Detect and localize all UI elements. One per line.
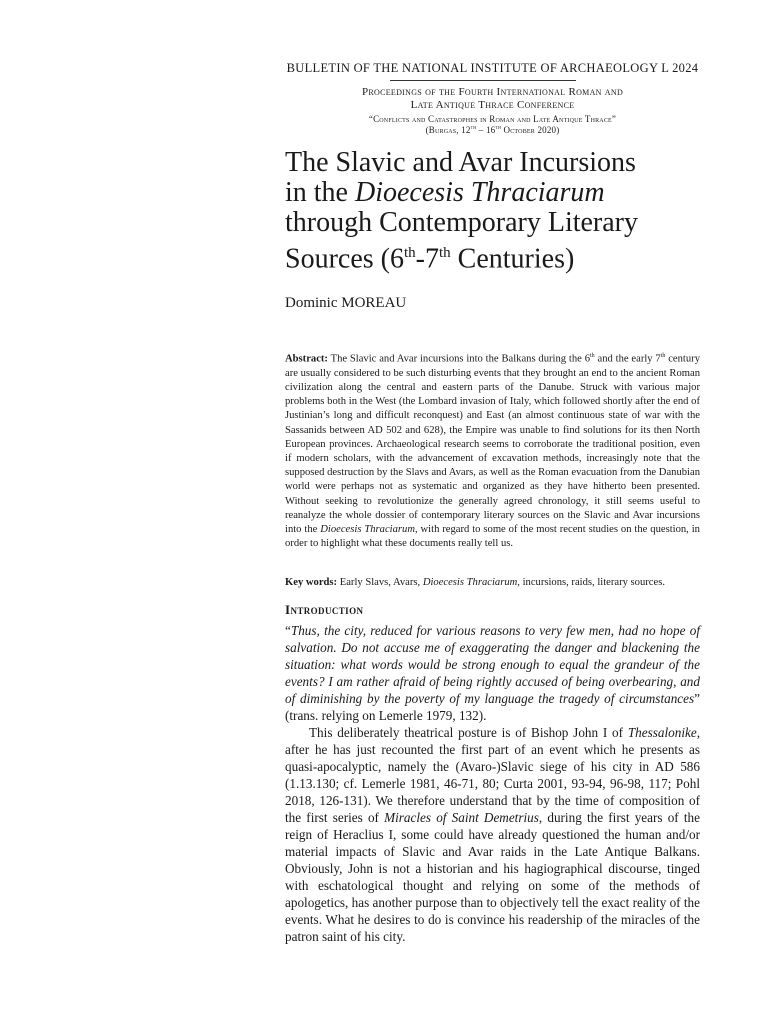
journal-header: BULLETIN OF THE NATIONAL INSTITUTE OF ARCHAEOLOGY L 2024 bbox=[286, 61, 699, 75]
intro-paragraph: This deliberately theatrical posture is of Bishop John I of Thessalonike, after he has just recounted the first part of an event which he presents as quasi-apocalyptic, namely the (Avaro-)Slavic siege of his city in AD 586 (1.13.130; cf. Lemerle 1981, 46-71, 80; Curta 2001, 93-94, 96-98, 117; Pohl 2018, 126-131). We therefore understand that by the time of composition of the first series of Miracles of Saint Demetrius, during the first years of the reign of Heraclius I, some could have already questioned the human and/or material impacts of Slavic and Avar raids in the Late Antique Balkans. Obviously, John is not a historian and his hagiographical discourse, tinged with eschatological thought and relying on some of the methods of apologetics, has another purpose than to objectively tell the exact reality of the events. What he desires to do is convince his readership of the miracles of the patron saint of his city. bbox=[285, 725, 700, 944]
article-title: The Slavic and Avar Incursions in the Dioecesis Thraciarum through Contemporary Literary Sources (6th-7th Centuries) bbox=[285, 147, 639, 275]
proceedings-line-1: Proceedings of the Fourth International Roman and bbox=[361, 86, 624, 98]
header-divider bbox=[390, 80, 576, 81]
proceedings-line bbox=[285, 86, 700, 111]
abstract: Abstract: The Slavic and Avar incursions into the Balkans during the 6th and the early 7th century are usually considered to be such disturbing events that they brought an end to the ancient Roman civilization along the central and eastern parts of the Danube. Struck with various major problems both in the West (the Lombard invasion of Italy, which followed shortly after the end of Justinian’s long and difficult reconquest) and East (an almost continuous state of war with the Sassanids between AD 502 and 628), the Empire was unable to find solutions for its then North European provinces. Archaeological research seems to corroborate the traditional position, even if modern scholars, with the advancement of excavation methods, increasingly note that the supposed destruction by the Slavs and Avars, as well as the Roman evacuation from the Danubian world were perhaps not as systematic and organized as they have hitherto been presented. Without seeking to revolutionize the generally agreed chronology, it still seems useful to reanalyze the whole dossier of contemporary literary sources on the Slavic and Avar incursions into the Dioecesis Thraciarum, with regard to some of the most recent studies on the question, in order to highlight what these documents really tell us. bbox=[285, 353, 700, 550]
keywords: Key words: Early Slavs, Avars, Dioecesis Thraciarum, incursions, raids, literary sources. bbox=[285, 577, 665, 588]
section-heading-introduction: Introduction bbox=[285, 602, 364, 617]
keywords-label: Key words: bbox=[285, 577, 338, 588]
abstract-label: Abstract: bbox=[285, 353, 328, 365]
intro-quote-paragraph: “Thus, the city, reduced for various reasons to very few men, had no hope of salvation. Do not accuse me of exaggerating the danger and blackening the situation: what words would be strong enough to equal the grandeur of the events? I am rather afraid of being rightly accused of being overbearing, and of diminishing by the poverty of my language the tragedy of circumstances” (trans. relying on Lemerle 1979, 132). bbox=[285, 623, 700, 723]
conference-dates: (Burgas, 12th – 16th October 2020) bbox=[425, 125, 560, 135]
introduction-body bbox=[285, 622, 700, 945]
conference-title: “Conflicts and Catastrophes in Roman and Late Antique Thrace” bbox=[368, 114, 617, 124]
proceedings-line-2: Late Antique Thrace Conference bbox=[410, 98, 575, 111]
author-name: Dominic MOREAU bbox=[285, 295, 407, 311]
